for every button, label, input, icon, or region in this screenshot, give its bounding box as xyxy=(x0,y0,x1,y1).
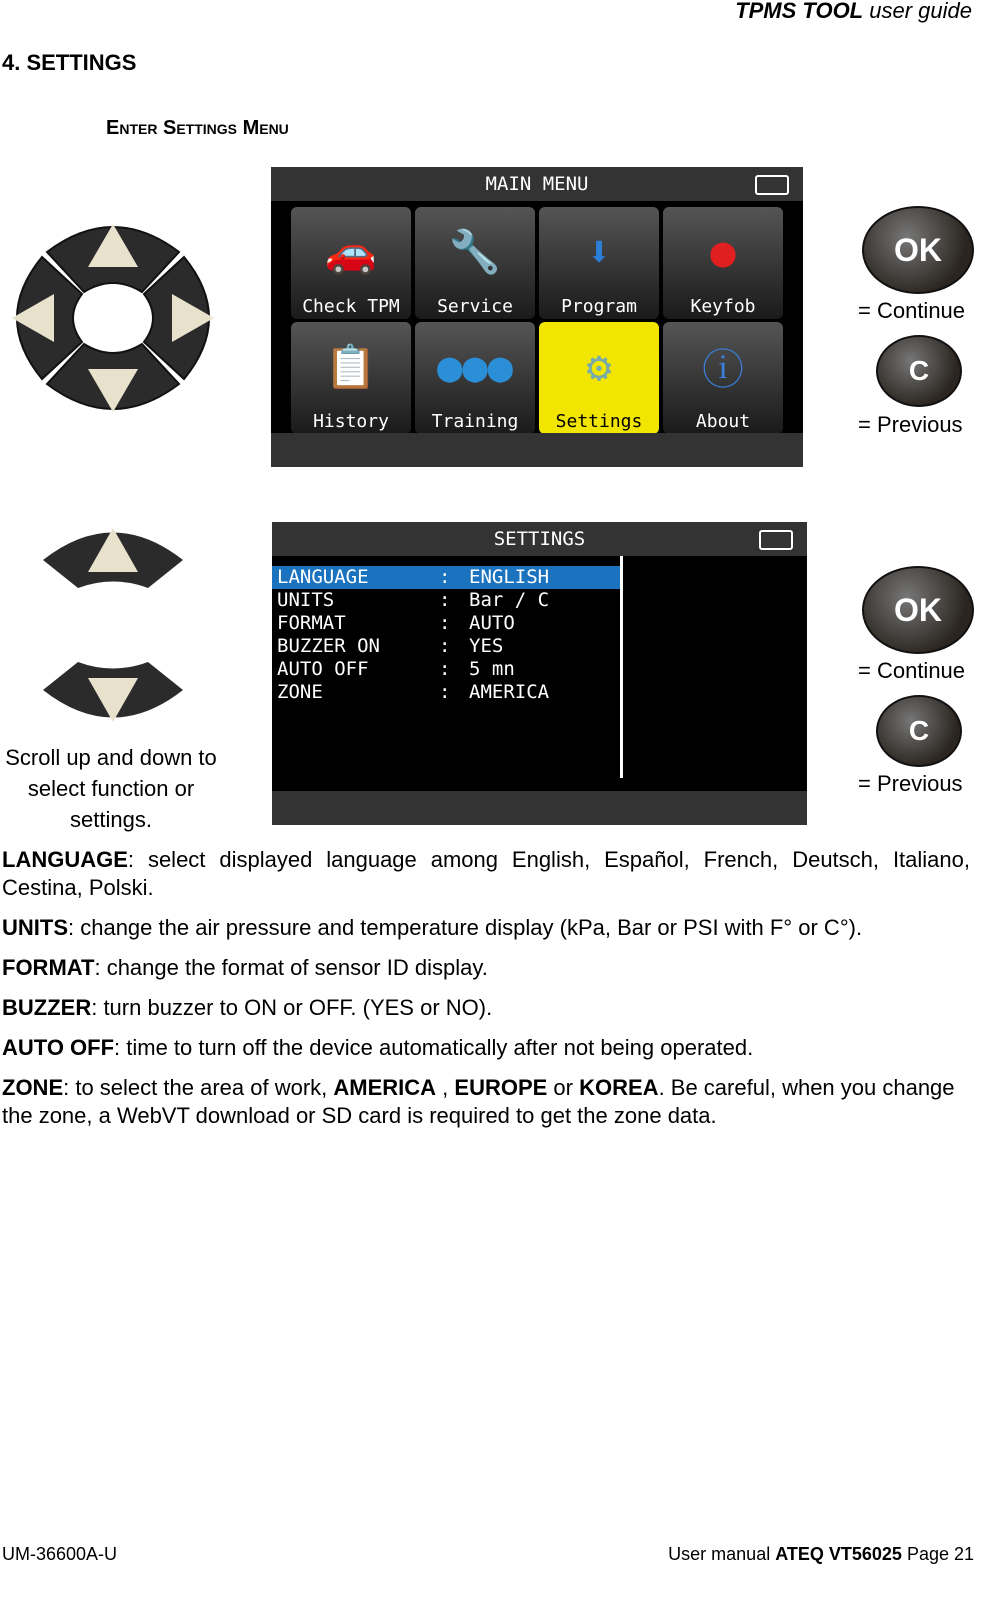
ok-button[interactable]: OK xyxy=(862,206,974,294)
tile-history[interactable] xyxy=(291,322,411,434)
tile-label: Keyfob xyxy=(690,296,756,317)
row-value: AMERICA xyxy=(469,681,550,703)
zone-korea: KOREA xyxy=(579,1075,659,1100)
term: LANGUAGE xyxy=(2,847,128,872)
page-header xyxy=(735,0,972,24)
settings-row-language[interactable]: LANGUAGE : ENGLISH xyxy=(272,566,620,589)
desc-zone xyxy=(2,1074,970,1130)
header-subtitle: user guide xyxy=(869,0,972,23)
desc-text: : turn buzzer to ON or OFF. (YES or NO). xyxy=(91,995,493,1020)
desc-text: . Be careful, when you change the zone, a WebVT download or SD card is required to get the zone data. xyxy=(2,1075,955,1128)
desc-text: : time to turn off the device automatically after not being operated. xyxy=(114,1035,754,1060)
tile-label: History xyxy=(313,411,389,432)
tile-label: Service xyxy=(437,296,513,317)
info-icon: ⓘ xyxy=(701,344,744,394)
c-button[interactable]: C xyxy=(876,695,962,767)
row-value: AUTO xyxy=(469,612,515,634)
main-menu-bottombar xyxy=(271,433,803,467)
term: ZONE xyxy=(2,1075,64,1100)
desc-buzzer xyxy=(2,994,970,1022)
row-value: YES xyxy=(469,635,504,657)
zone-america: AMERICA xyxy=(333,1075,437,1100)
row-key: FORMAT xyxy=(277,612,346,634)
desc-format xyxy=(2,954,970,982)
row-value: 5 mn xyxy=(469,658,515,680)
up-arrow-icon xyxy=(38,520,188,595)
tire-tools-icon: 🔧 xyxy=(448,226,502,276)
section-title: 4. SETTINGS xyxy=(2,50,137,75)
sensor-download-icon: ⬇ xyxy=(586,227,612,276)
tile-keyfob[interactable] xyxy=(663,207,783,319)
training-icon: ●●● xyxy=(437,342,513,391)
settings-row-auto-off[interactable]: AUTO OFF : 5 mn xyxy=(277,658,515,680)
tile-label: About xyxy=(695,411,751,432)
settings-screen xyxy=(272,522,807,825)
gears-icon: ⚙ xyxy=(586,342,612,391)
ok-button[interactable]: OK xyxy=(862,566,974,654)
row-key: BUZZER ON xyxy=(277,635,380,657)
dpad-icon xyxy=(2,212,224,424)
subsection-title: Enter Settings Menu xyxy=(106,117,289,139)
footer-doc-id: UM-36600A-U xyxy=(2,1544,118,1564)
row-key: LANGUAGE xyxy=(277,566,369,588)
previous-label: = Previous xyxy=(858,771,963,796)
term: UNITS xyxy=(2,915,68,940)
tile-check-tpm[interactable] xyxy=(291,207,411,319)
scroll-caption: Scroll up and down to select function or settings. xyxy=(5,745,217,832)
down-arrow-icon xyxy=(38,660,188,735)
desc-language xyxy=(2,846,970,902)
settings-list xyxy=(272,556,623,778)
footer-page-info xyxy=(668,1544,974,1565)
row-key: UNITS xyxy=(277,589,335,611)
battery-icon xyxy=(755,175,789,195)
settings-row-zone[interactable]: ZONE : AMERICA xyxy=(277,681,550,703)
continue-label: = Continue xyxy=(858,298,966,323)
desc-text: or xyxy=(547,1075,580,1100)
footer-text: User manual xyxy=(668,1544,776,1564)
main-menu-titlebar xyxy=(271,167,803,201)
tile-settings[interactable] xyxy=(539,322,659,434)
c-button[interactable]: C xyxy=(876,335,962,407)
row-value: ENGLISH xyxy=(469,566,550,588)
main-menu-screen xyxy=(271,167,803,467)
settings-row-format[interactable]: FORMAT : AUTO xyxy=(277,612,515,634)
row-key: ZONE xyxy=(277,681,323,703)
desc-text: : select displayed language among English, Español, French, Deutsch, Italiano, Cestina, Polski. xyxy=(2,847,970,900)
term: BUZZER xyxy=(2,995,92,1020)
previous-label: = Previous xyxy=(858,412,963,437)
settings-titlebar xyxy=(272,522,807,556)
row-key: AUTO OFF xyxy=(277,658,369,680)
footer-product: ATEQ VT56025 xyxy=(775,1544,902,1564)
settings-row-units[interactable]: UNITS : Bar / C xyxy=(277,589,550,611)
desc-text: : change the format of sensor ID display. xyxy=(94,955,488,980)
desc-text: : to select the area of work, xyxy=(63,1075,334,1100)
desc-text: , xyxy=(436,1075,455,1100)
main-menu-title: MAIN MENU xyxy=(485,173,589,195)
desc-auto-off xyxy=(2,1034,970,1062)
keyfob-icon: ● xyxy=(710,227,736,276)
tile-label: Program xyxy=(561,296,637,317)
tile-label: Check TPM xyxy=(302,296,400,317)
footer-page-number: Page 21 xyxy=(901,1544,974,1564)
settings-bottombar xyxy=(272,791,807,825)
zone-europe: EUROPE xyxy=(454,1075,548,1100)
term: AUTO OFF xyxy=(2,1035,115,1060)
desc-text: : change the air pressure and temperature display (kPa, Bar or PSI with F° or C°). xyxy=(68,915,863,940)
settings-row-buzzer[interactable]: BUZZER ON : YES xyxy=(277,635,504,657)
car-signal-icon: 🚗 xyxy=(324,226,378,276)
tile-training[interactable] xyxy=(415,322,535,434)
tile-about[interactable] xyxy=(663,322,783,434)
tile-label: Settings xyxy=(555,411,643,432)
tile-program[interactable] xyxy=(539,207,659,319)
term: FORMAT xyxy=(2,955,95,980)
header-title: TPMS TOOL xyxy=(735,0,864,23)
desc-units xyxy=(2,914,970,942)
clipboard-icon: 📋 xyxy=(324,341,378,391)
row-value: Bar / C xyxy=(469,589,550,611)
tile-label: Training xyxy=(431,411,519,432)
continue-label: = Continue xyxy=(858,658,966,683)
tile-service[interactable] xyxy=(415,207,535,319)
battery-icon xyxy=(759,530,793,550)
settings-title: SETTINGS xyxy=(493,528,586,550)
